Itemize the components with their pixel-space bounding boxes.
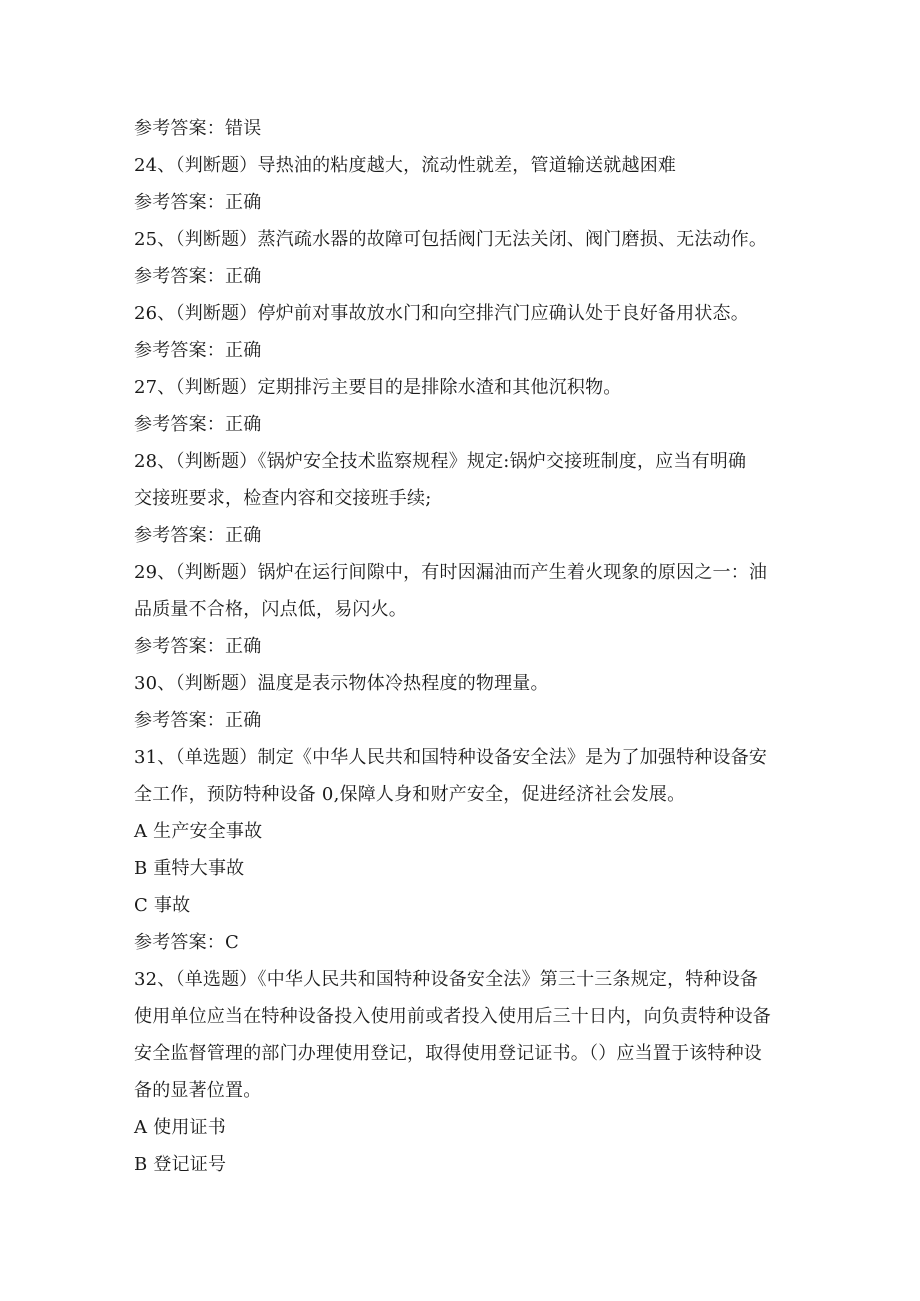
option-a: A 使用证书 — [134, 1117, 226, 1138]
answer-line: 参考答案：正确 — [134, 636, 262, 657]
answer-line: 参考答案：正确 — [134, 266, 262, 287]
question-29-line-1: 29、（判断题）锅炉在运行间隙中，有时因漏油而产生着火现象的原因之一：油 — [134, 562, 768, 583]
answer-line: 参考答案：正确 — [134, 192, 262, 213]
option-b: B 重特大事故 — [134, 858, 245, 879]
option-b: B 登记证号 — [134, 1154, 227, 1175]
answer-line: 参考答案：错误 — [134, 118, 262, 139]
question-25: 25、（判断题）蒸汽疏水器的故障可包括阀门无法关闭、阀门磨损、无法动作。 — [134, 229, 768, 250]
question-29-line-2: 品质量不合格，闪点低，易闪火。 — [134, 599, 407, 620]
question-32-line-3: 安全监督管理的部门办理使用登记，取得使用登记证书。（）应当置于该特种设 — [134, 1043, 762, 1064]
answer-line: 参考答案：正确 — [134, 414, 262, 435]
document-page — [134, 110, 794, 1183]
question-30: 30、（判断题）温度是表示物体冷热程度的物理量。 — [134, 673, 549, 694]
question-28-line-2: 交接班要求，检查内容和交接班手续; — [134, 488, 432, 509]
option-c: C 事故 — [134, 895, 191, 916]
question-26: 26、（判断题）停炉前对事故放水门和向空排汽门应确认处于良好备用状态。 — [134, 303, 749, 324]
option-a: A 生产安全事故 — [134, 821, 263, 842]
question-32-line-1: 32、（单选题）《中华人民共和国特种设备安全法》第三十三条规定，特种设备 — [134, 969, 759, 990]
answer-line: 参考答案：正确 — [134, 525, 262, 546]
question-27: 27、（判断题）定期排污主要目的是排除水渣和其他沉积物。 — [134, 377, 622, 398]
question-32-line-2: 使用单位应当在特种设备投入使用前或者投入使用后三十日内，向负责特种设备 — [134, 1006, 771, 1027]
question-24: 24、（判断题）导热油的粘度越大，流动性就差，管道输送就越困难 — [134, 155, 677, 176]
question-28-line-1: 28、（判断题）《锅炉安全技术监察规程》规定:锅炉交接班制度，应当有明确 — [134, 451, 747, 472]
question-31-line-1: 31、（单选题）制定《中华人民共和国特种设备安全法》是为了加强特种设备安 — [134, 747, 768, 768]
answer-line: 参考答案：C — [134, 932, 239, 953]
question-32-line-4: 备的显著位置。 — [134, 1080, 262, 1101]
question-31-line-2: 全工作，预防特种设备 0,保障人身和财产安全，促进经济社会发展。 — [134, 784, 686, 805]
answer-line: 参考答案：正确 — [134, 710, 262, 731]
answer-line: 参考答案：正确 — [134, 340, 262, 361]
